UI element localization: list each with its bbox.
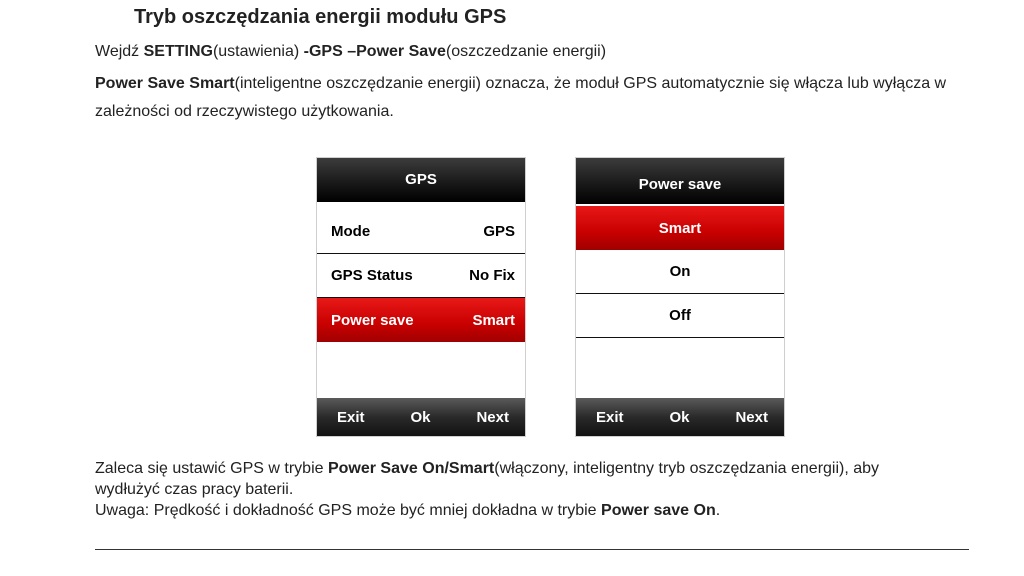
section-heading: Tryb oszczędzania energii modułu GPS — [134, 6, 507, 28]
option-off[interactable]: Off — [576, 294, 784, 338]
description-paragraph — [95, 70, 975, 126]
setting-label: GPS Status — [331, 267, 413, 284]
exit-button[interactable]: Exit — [337, 408, 365, 426]
setting-label: Power save — [331, 311, 414, 329]
ok-button[interactable]: Ok — [410, 408, 431, 426]
setting-value: Smart — [472, 311, 515, 329]
option-on[interactable]: On — [576, 250, 784, 294]
option-smart[interactable]: Smart — [576, 206, 784, 250]
bold-span: SETTING — [143, 43, 213, 60]
screen-title: Power save — [576, 158, 784, 204]
text-span: Uwaga: Prędkość i dokładność GPS może być mniej dokładna w trybie — [95, 502, 602, 519]
setting-value: GPS — [483, 223, 515, 240]
screen-title: GPS — [317, 158, 525, 202]
text-span: Zaleca się ustawić GPS w trybie — [95, 460, 328, 477]
text-span: Wejdź — [95, 43, 144, 60]
text-span: (ustawienia) — [212, 43, 304, 60]
power-save-screen — [576, 158, 784, 436]
gps-settings-screen — [317, 158, 525, 436]
setting-row-gps-status[interactable] — [317, 254, 525, 298]
bold-span: -GPS –Power Save — [303, 43, 446, 60]
instruction-paragraph — [95, 38, 606, 66]
screen-footer — [317, 398, 525, 436]
bold-span: Power Save On/Smart — [327, 460, 495, 477]
ok-button[interactable]: Ok — [669, 408, 690, 426]
next-button[interactable]: Next — [735, 408, 768, 426]
exit-button[interactable]: Exit — [596, 408, 624, 426]
text-span: (oszczedzanie energii) — [445, 43, 607, 60]
setting-row-power-save[interactable] — [317, 298, 525, 342]
setting-value: No Fix — [469, 267, 515, 284]
recommendation-paragraph — [95, 458, 895, 521]
bold-span: Power save On — [601, 502, 716, 519]
setting-label: Mode — [331, 223, 371, 240]
text-span: (włączony, inteligentny tryb oszczędzania energii), aby wydłużyć czas pracy baterii. — [95, 460, 880, 498]
bold-span: Power Save Smart — [95, 75, 235, 92]
horizontal-rule — [95, 549, 969, 550]
text-span: (inteligentne oszczędzanie energii) oznacza, że moduł GPS automatycznie się włącza lub wyłącza w zależności od rzeczywistego użytkowania. — [95, 75, 947, 120]
setting-row-mode[interactable] — [317, 210, 525, 254]
next-button[interactable]: Next — [476, 408, 509, 426]
text-span: . — [715, 502, 721, 519]
screen-footer — [576, 398, 784, 436]
